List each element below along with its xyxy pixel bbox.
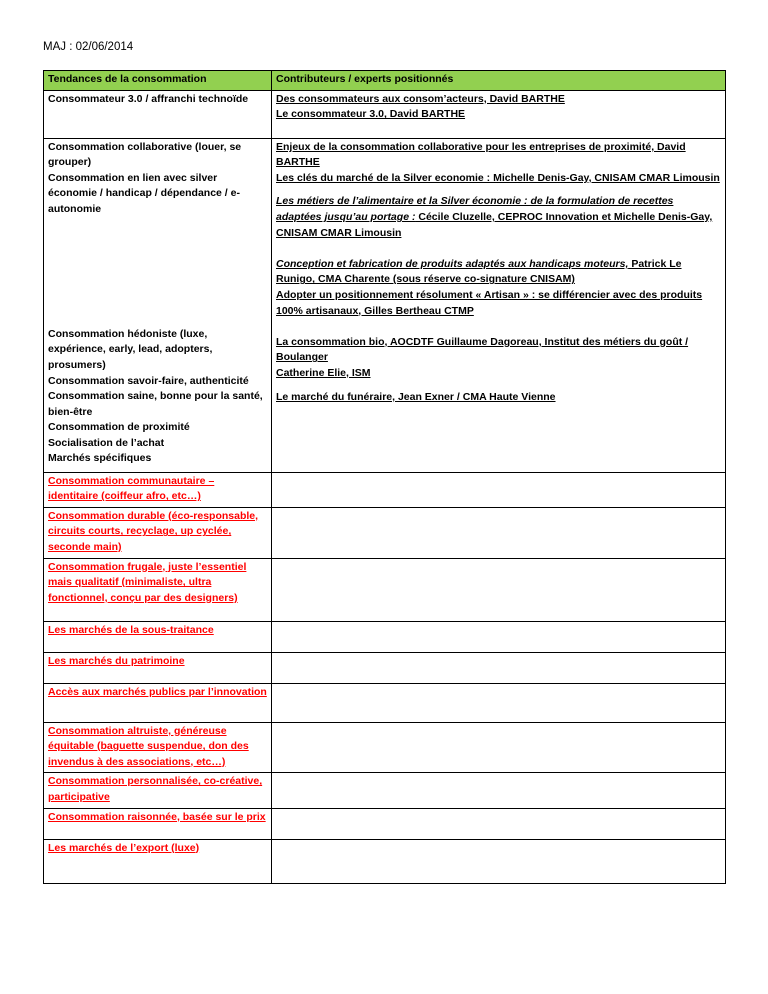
contribution-link[interactable]: Des consommateurs aux consom’acteurs, David BARTHE	[276, 92, 565, 105]
contribution-title: Les métiers de l’alimentaire et la Silver économie : de la formulation de recettes adaptées jusqu’au portage :	[276, 195, 674, 223]
trend-cell	[44, 507, 272, 558]
trends-table	[43, 70, 726, 884]
table-header-row	[44, 71, 726, 91]
trend-cell	[44, 90, 272, 138]
trend-label-new: Consommation altruiste, généreuse équitable (baguette suspendue, don des invendus à des associations, etc…)	[48, 724, 249, 768]
trend-label-new: Accès aux marchés publics par l’innovation	[48, 685, 267, 698]
trend-label: Consommation en lien avec silver économie / handicap / dépendance / e-autonomie	[48, 171, 240, 215]
update-date: MAJ : 02/06/2014	[43, 41, 134, 53]
table-row	[44, 558, 726, 621]
contribution-link[interactable]: La consommation bio, AOCDTF Guillaume Dagoreau, Institut des métiers du goût / Boulanger	[276, 335, 689, 364]
contribution-authors: Patrick Le Runigo, CMA Charente (sous réserve co-signature CNISAM)	[276, 257, 682, 286]
trend-label: Consommation hédoniste (luxe, expérience, early, lead, adopters, prosumers)	[48, 327, 213, 371]
trend-label-new: Consommation communautaire – identitaire (coiffeur afro, etc…)	[48, 474, 215, 503]
contributors-cell-empty	[272, 839, 726, 883]
table-row	[44, 90, 726, 138]
trend-label: Marchés spécifiques	[48, 452, 152, 465]
trend-label: Consommation de proximité	[48, 421, 190, 434]
table-row	[44, 683, 726, 722]
contributors-cell-empty	[272, 472, 726, 507]
header-contributors: Contributeurs / experts positionnés	[272, 71, 726, 91]
contributors-cell-empty	[272, 683, 726, 722]
table-row	[44, 138, 726, 472]
trend-cell	[44, 722, 272, 773]
table-row	[44, 621, 726, 652]
trend-label-new: Les marchés de l’export (luxe)	[48, 841, 200, 854]
trend-label: Consommation savoir-faire, authenticité	[48, 374, 249, 387]
trend-cell	[44, 558, 272, 621]
header-trends: Tendances de la consommation	[44, 71, 272, 91]
contribution-link[interactable]: Le marché du funéraire, Jean Exner / CMA Haute Vienne	[276, 390, 556, 403]
trend-cell	[44, 839, 272, 883]
contribution-link[interactable]: Le consommateur 3.0, David BARTHE	[276, 108, 466, 121]
table-row	[44, 472, 726, 507]
trend-cell	[44, 138, 272, 472]
contributors-cell-empty	[272, 507, 726, 558]
contribution-title: Conception et fabrication de produits adaptés aux handicaps moteurs,	[276, 257, 629, 270]
trend-cell	[44, 652, 272, 683]
table-row	[44, 507, 726, 558]
contribution-link[interactable]: Adopter un positionnement résolument « Artisan » : se différencier avec des produits 100% artisanaux, Gilles Bertheau CTMP	[276, 288, 703, 317]
trend-label-new: Les marchés du patrimoine	[48, 654, 185, 667]
contributors-cell-empty	[272, 808, 726, 839]
table-row	[44, 773, 726, 808]
trend-label-new: Consommation durable (éco-responsable, circuits courts, recyclage, up cyclée, seconde main)	[48, 509, 259, 553]
contributors-cell	[272, 90, 726, 138]
trend-cell	[44, 472, 272, 507]
trend-label: Consommateur 3.0 / affranchi technoïde	[48, 92, 249, 105]
trend-cell	[44, 683, 272, 722]
contributors-cell	[272, 138, 726, 472]
table-row	[44, 652, 726, 683]
trend-label: Consommation collaborative (louer, se grouper)	[48, 140, 242, 169]
contribution-link[interactable]	[276, 257, 721, 288]
trend-label-new: Consommation raisonnée, basée sur le prix	[48, 810, 266, 823]
contribution-link[interactable]: Les clés du marché de la Silver economie : Michelle Denis-Gay, CNISAM CMAR Limousin	[276, 171, 720, 184]
contributors-cell-empty	[272, 621, 726, 652]
table-row	[44, 722, 726, 773]
contributors-cell-empty	[272, 773, 726, 808]
trend-label-new: Consommation frugale, juste l’essentiel mais qualitatif (minimaliste, ultra fonctionnel, conçu par des designers)	[48, 560, 247, 604]
trend-label-new: Consommation personnalisée, co-créative, participative	[48, 775, 263, 803]
contributors-cell-empty	[272, 652, 726, 683]
trend-label: Socialisation de l’achat	[48, 436, 165, 449]
table-row	[44, 808, 726, 839]
trend-cell	[44, 773, 272, 808]
table-row	[44, 839, 726, 883]
contribution-link[interactable]: Catherine Elie, ISM	[276, 366, 371, 379]
contribution-link[interactable]	[276, 194, 721, 241]
trend-cell	[44, 808, 272, 839]
contribution-authors: Cécile Cluzelle, CEPROC Innovation et Michelle Denis-Gay, CNISAM CMAR Limousin	[276, 210, 713, 239]
contribution-link[interactable]: Enjeux de la consommation collaborative pour les entreprises de proximité, David BARTHE	[276, 140, 686, 169]
trend-cell	[44, 621, 272, 652]
trend-label: Consommation saine, bonne pour la santé, bien-être	[48, 390, 263, 418]
contributors-cell-empty	[272, 722, 726, 773]
trend-label-new: Les marchés de la sous-traitance	[48, 623, 214, 636]
contributors-cell-empty	[272, 558, 726, 621]
